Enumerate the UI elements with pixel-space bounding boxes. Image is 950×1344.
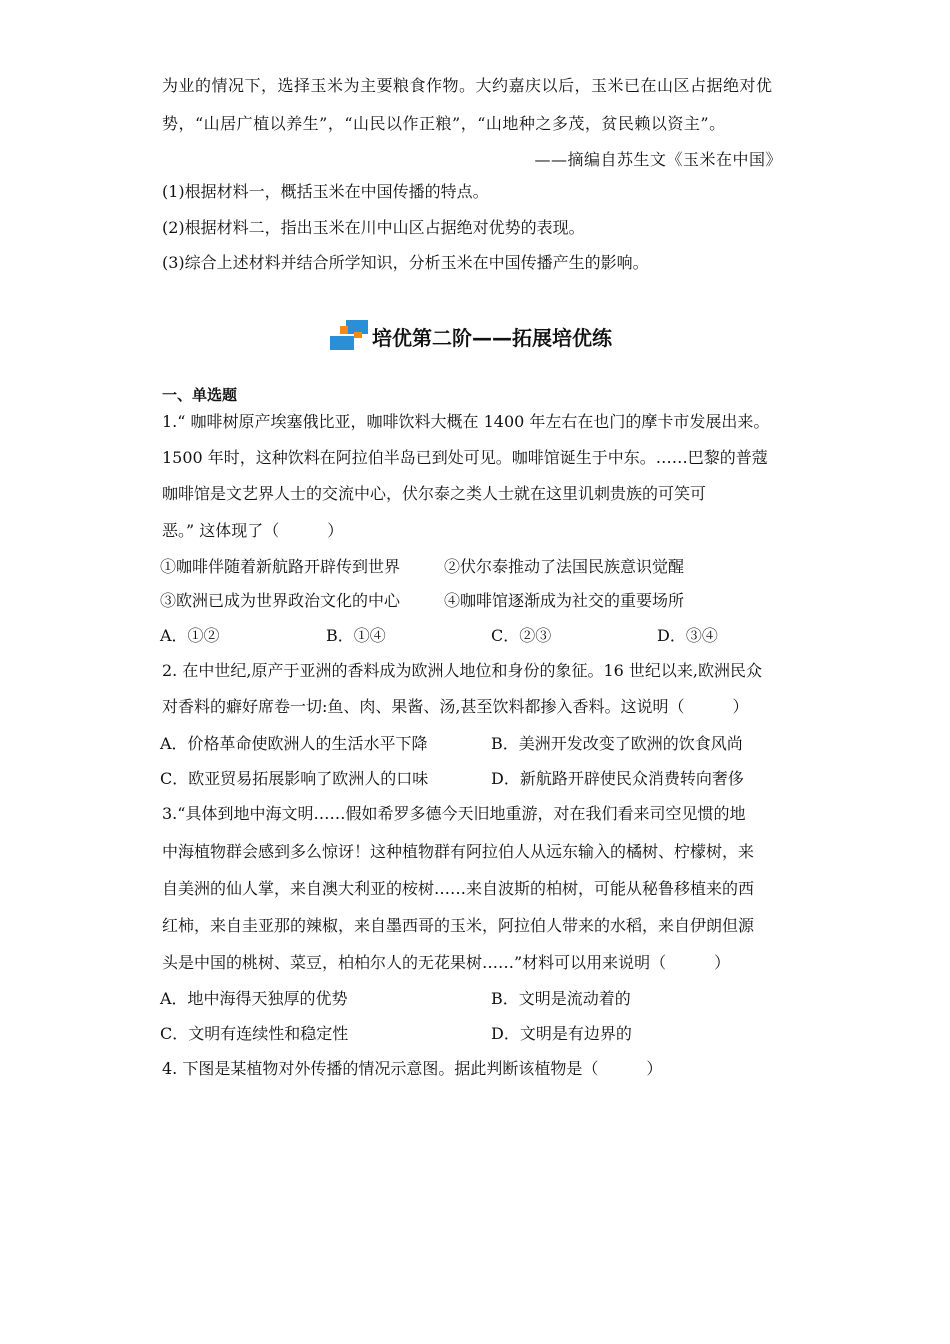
q1-line: 1500 年时，这种饮料在阿拉伯半岛已到处可见。咖啡馆诞生于中东。……巴黎的普蔻 <box>162 448 768 467</box>
material-source: ——摘编自苏生文《玉米在中国》 <box>534 150 782 169</box>
q1-statement: ③欧洲已成为世界政治文化的中心 <box>160 591 401 610</box>
material-line: 势，“山居广植以养生”，“山民以作正粮”，“山地种之多茂，贫民赖以资主”。 <box>162 114 726 133</box>
q3-line: 红柿，来自圭亚那的辣椒，来自墨西哥的玉米，阿拉伯人带来的水稻，来自伊朗但源 <box>162 916 755 935</box>
q2-line: 对香料的癖好席卷一切:鱼、肉、果酱、汤,甚至饮料都掺入香料。这说明（ ） <box>162 697 749 716</box>
q1-option-d[interactable]: D．③④ <box>657 626 718 645</box>
q2-option-a[interactable]: A．价格革命使欧洲人的生活水平下降 <box>160 734 428 753</box>
q3-option-b[interactable]: B．文明是流动着的 <box>491 989 631 1008</box>
q1-statement: ④咖啡馆逐渐成为社交的重要场所 <box>444 591 685 610</box>
q3-line: 3.“具体到地中海文明……假如希罗多德今天旧地重游，对在我们看来司空见惯的地 <box>162 804 746 823</box>
question-item: (2)根据材料二，指出玉米在川中山区占据绝对优势的表现。 <box>162 218 585 237</box>
part-heading: 一、单选题 <box>162 386 238 404</box>
stacked-blocks-icon <box>328 318 372 352</box>
q3-option-d[interactable]: D．文明是有边界的 <box>491 1024 632 1043</box>
q1-statement: ①咖啡伴随着新航路开辟传到世界 <box>160 557 401 576</box>
q3-line: 头是中国的桃树、菜豆，柏柏尔人的无花果树……”材料可以用来说明（ ） <box>162 953 731 972</box>
q2-option-d[interactable]: D．新航路开辟使民众消费转向奢侈 <box>491 769 744 788</box>
question-item: (3)综合上述材料并结合所学知识，分析玉米在中国传播产生的影响。 <box>162 253 649 272</box>
q3-line: 中海植物群会感到多么惊讶！这种植物群有阿拉伯人从远东输入的橘树、柠檬树，来 <box>162 842 755 861</box>
q1-option-b[interactable]: B．①④ <box>326 626 386 645</box>
q2-line: 2. 在中世纪,原产于亚洲的香料成为欧洲人地位和身份的象征。16 世纪以来,欧洲民众 <box>162 661 762 680</box>
q3-option-a[interactable]: A．地中海得天独厚的优势 <box>160 989 348 1008</box>
section-title: 培优第二阶——拓展培优练 <box>372 326 612 350</box>
section-header <box>328 318 648 358</box>
q2-option-b[interactable]: B．美洲开发改变了欧洲的饮食风尚 <box>491 734 743 753</box>
q1-statement: ②伏尔泰推动了法国民族意识觉醒 <box>444 557 685 576</box>
material-line: 为业的情况下，选择玉米为主要粮食作物。大约嘉庆以后，玉米已在山区占据绝对优 <box>162 76 773 95</box>
q3-option-c[interactable]: C．文明有连续性和稳定性 <box>160 1024 349 1043</box>
question-item: (1)根据材料一，概括玉米在中国传播的特点。 <box>162 182 489 201</box>
q1-line: 恶。” 这体现了（ ） <box>162 521 344 540</box>
q1-option-a[interactable]: A．①② <box>160 626 220 645</box>
q4-line: 4. 下图是某植物对外传播的情况示意图。据此判断该植物是（ ） <box>162 1059 663 1078</box>
q1-option-c[interactable]: C．②③ <box>491 626 552 645</box>
q3-line: 自美洲的仙人掌，来自澳大利亚的桉树……来自波斯的柏树，可能从秘鲁移植来的西 <box>162 879 755 898</box>
q2-option-c[interactable]: C．欧亚贸易拓展影响了欧洲人的口味 <box>160 769 429 788</box>
q1-line: 1.“ 咖啡树原产埃塞俄比亚，咖啡饮料大概在 1400 年左右在也门的摩卡市发展出来。 <box>162 412 770 431</box>
q1-line: 咖啡馆是文艺界人士的交流中心，伏尔泰之类人士就在这里讥刺贵族的可笑可 <box>162 484 707 503</box>
